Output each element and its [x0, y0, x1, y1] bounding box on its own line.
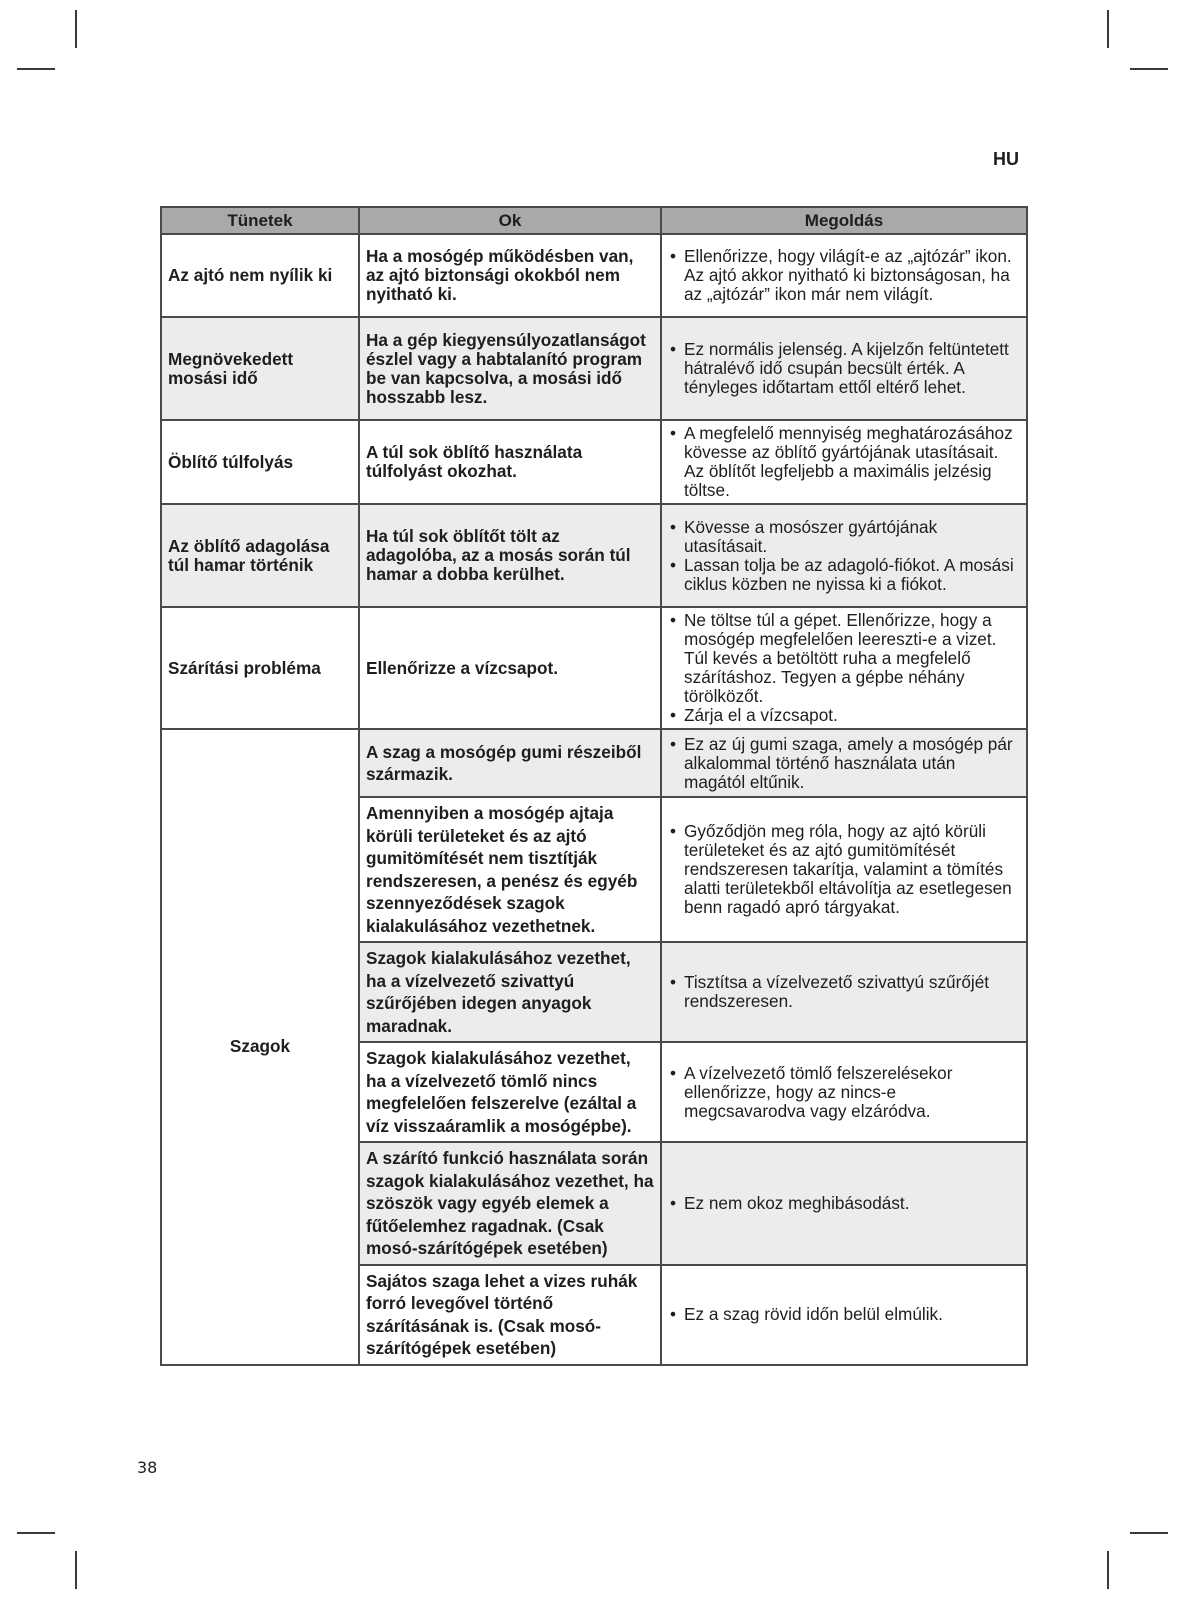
symptom-cell: Öblítő túlfolyás	[161, 420, 359, 504]
solution-item: • A vízelvezető tömlő felszerelésekor ellenőrizze, hogy az nincs-e megcsavarodva vagy elzáródva.	[668, 1064, 1020, 1121]
table-row	[161, 420, 1027, 504]
symptom-cell: Az ajtó nem nyílik ki	[161, 234, 359, 317]
cause-cell: Amennyiben a mosógép ajtaja körüli területeket és az ajtó gumitömítését nem tisztítják rendszeresen, a penész és egyéb szennyeződések szagok kialakulásához vezethetnek.	[359, 797, 661, 942]
solution-item: • Ez normális jelenség. A kijelzőn feltüntetett hátralévő idő csupán becsült érték. A tényleges időtartam ettől eltérő lehet.	[668, 340, 1020, 397]
header-symptom: Tünetek	[161, 207, 359, 234]
solution-item: • Ne töltse túl a gépet. Ellenőrizze, hogy a mosógép megfelelően leereszti-e a vizet. Túl kevés a betöltött ruha a megfelelő szárításhoz. Tegyen a gépbe néhány törölközőt.	[668, 611, 1020, 706]
header-solution: Megoldás	[661, 207, 1027, 234]
solution-item: • Ez nem okoz meghibásodást.	[668, 1194, 1020, 1213]
symptom-cell: Megnövekedett mosási idő	[161, 317, 359, 420]
crop-mark	[17, 1532, 55, 1534]
table-row	[161, 317, 1027, 420]
symptom-cell: Az öblítő adagolása túl hamar történik	[161, 504, 359, 607]
solution-item: • Tisztítsa a vízelvezető szivattyú szűrőjét rendszeresen.	[668, 973, 1020, 1011]
solution-item: • Ellenőrizze, hogy világít-e az „ajtózár” ikon. Az ajtó akkor nyitható ki biztonságosan, ha az „ajtózár” ikon már nem világít.	[668, 247, 1020, 304]
solution-cell	[661, 504, 1027, 607]
symptom-cell: Szagok	[161, 729, 359, 1365]
solution-cell	[661, 607, 1027, 729]
solution-item: • Zárja el a vízcsapot.	[668, 706, 1020, 725]
crop-mark	[1130, 1532, 1168, 1534]
cause-cell: Ha túl sok öblítőt tölt az adagolóba, az a mosás során túl hamar a dobba kerülhet.	[359, 504, 661, 607]
solution-item: • Kövesse a mosószer gyártójának utasításait.	[668, 518, 1020, 556]
cause-cell: Ha a mosógép működésben van, az ajtó biztonsági okokból nem nyitható ki.	[359, 234, 661, 317]
solution-cell	[661, 1042, 1027, 1142]
solution-item: • Lassan tolja be az adagoló-fiókot. A mosási ciklus közben ne nyissa ki a fiókot.	[668, 556, 1020, 594]
solution-cell	[661, 420, 1027, 504]
solution-item: • A megfelelő mennyiség meghatározásához kövesse az öblítő gyártójának utasításait. Az öblítőt legfeljebb a maximális jelzésig töltse.	[668, 424, 1020, 500]
cause-cell: A szag a mosógép gumi részeiből származik.	[359, 729, 661, 797]
crop-mark	[75, 1551, 77, 1589]
cause-cell: A túl sok öblítő használata túlfolyást okozhat.	[359, 420, 661, 504]
crop-mark	[1130, 68, 1168, 70]
table-row	[161, 729, 1027, 797]
troubleshooting-table	[160, 206, 1028, 1366]
crop-mark	[1107, 1551, 1109, 1589]
language-code: HU	[993, 149, 1019, 169]
cause-cell: Ellenőrizze a vízcsapot.	[359, 607, 661, 729]
table-header-row	[161, 207, 1027, 234]
solution-item: • Ez a szag rövid időn belül elmúlik.	[668, 1305, 1020, 1324]
solution-cell	[661, 729, 1027, 797]
page-number: 38	[137, 1458, 158, 1477]
solution-cell	[661, 1265, 1027, 1365]
table-row	[161, 234, 1027, 317]
table-row	[161, 504, 1027, 607]
cause-cell: Ha a gép kiegyensúlyozatlanságot észlel vagy a habtalanító program be van kapcsolva, a mosási idő hosszabb lesz.	[359, 317, 661, 420]
header-cause: Ok	[359, 207, 661, 234]
cause-cell: Sajátos szaga lehet a vizes ruhák forró levegővel történő szárításának is. (Csak mosó-szárítógépek esetében)	[359, 1265, 661, 1365]
symptom-cell: Szárítási probléma	[161, 607, 359, 729]
solution-cell	[661, 317, 1027, 420]
solution-cell	[661, 234, 1027, 317]
crop-mark	[75, 10, 77, 48]
table-row	[161, 607, 1027, 729]
solution-item: • Győződjön meg róla, hogy az ajtó körüli területeket és az ajtó gumitömítését rendszeresen takarítja, valamint a tömítés alatti területekből eltávolítja az esetlegesen benn ragadó apró tárgyakat.	[668, 822, 1020, 917]
solution-item: • Ez az új gumi szaga, amely a mosógép pár alkalommal történő használata után magától eltűnik.	[668, 735, 1020, 792]
cause-cell: Szagok kialakulásához vezethet, ha a vízelvezető szivattyú szűrőjében idegen anyagok maradnak.	[359, 942, 661, 1042]
cause-cell: A szárító funkció használata során szagok kialakulásához vezethet, ha szöszök vagy egyéb elemek a fűtőelemhez ragadnak. (Csak mosó-szárítógépek esetében)	[359, 1142, 661, 1265]
cause-cell: Szagok kialakulásához vezethet, ha a vízelvezető tömlő nincs megfelelően felszerelve (ezáltal a víz visszaáramlik a mosógépbe).	[359, 1042, 661, 1142]
crop-mark	[17, 68, 55, 70]
solution-cell	[661, 797, 1027, 942]
solution-cell	[661, 942, 1027, 1042]
solution-cell	[661, 1142, 1027, 1265]
crop-mark	[1107, 10, 1109, 48]
